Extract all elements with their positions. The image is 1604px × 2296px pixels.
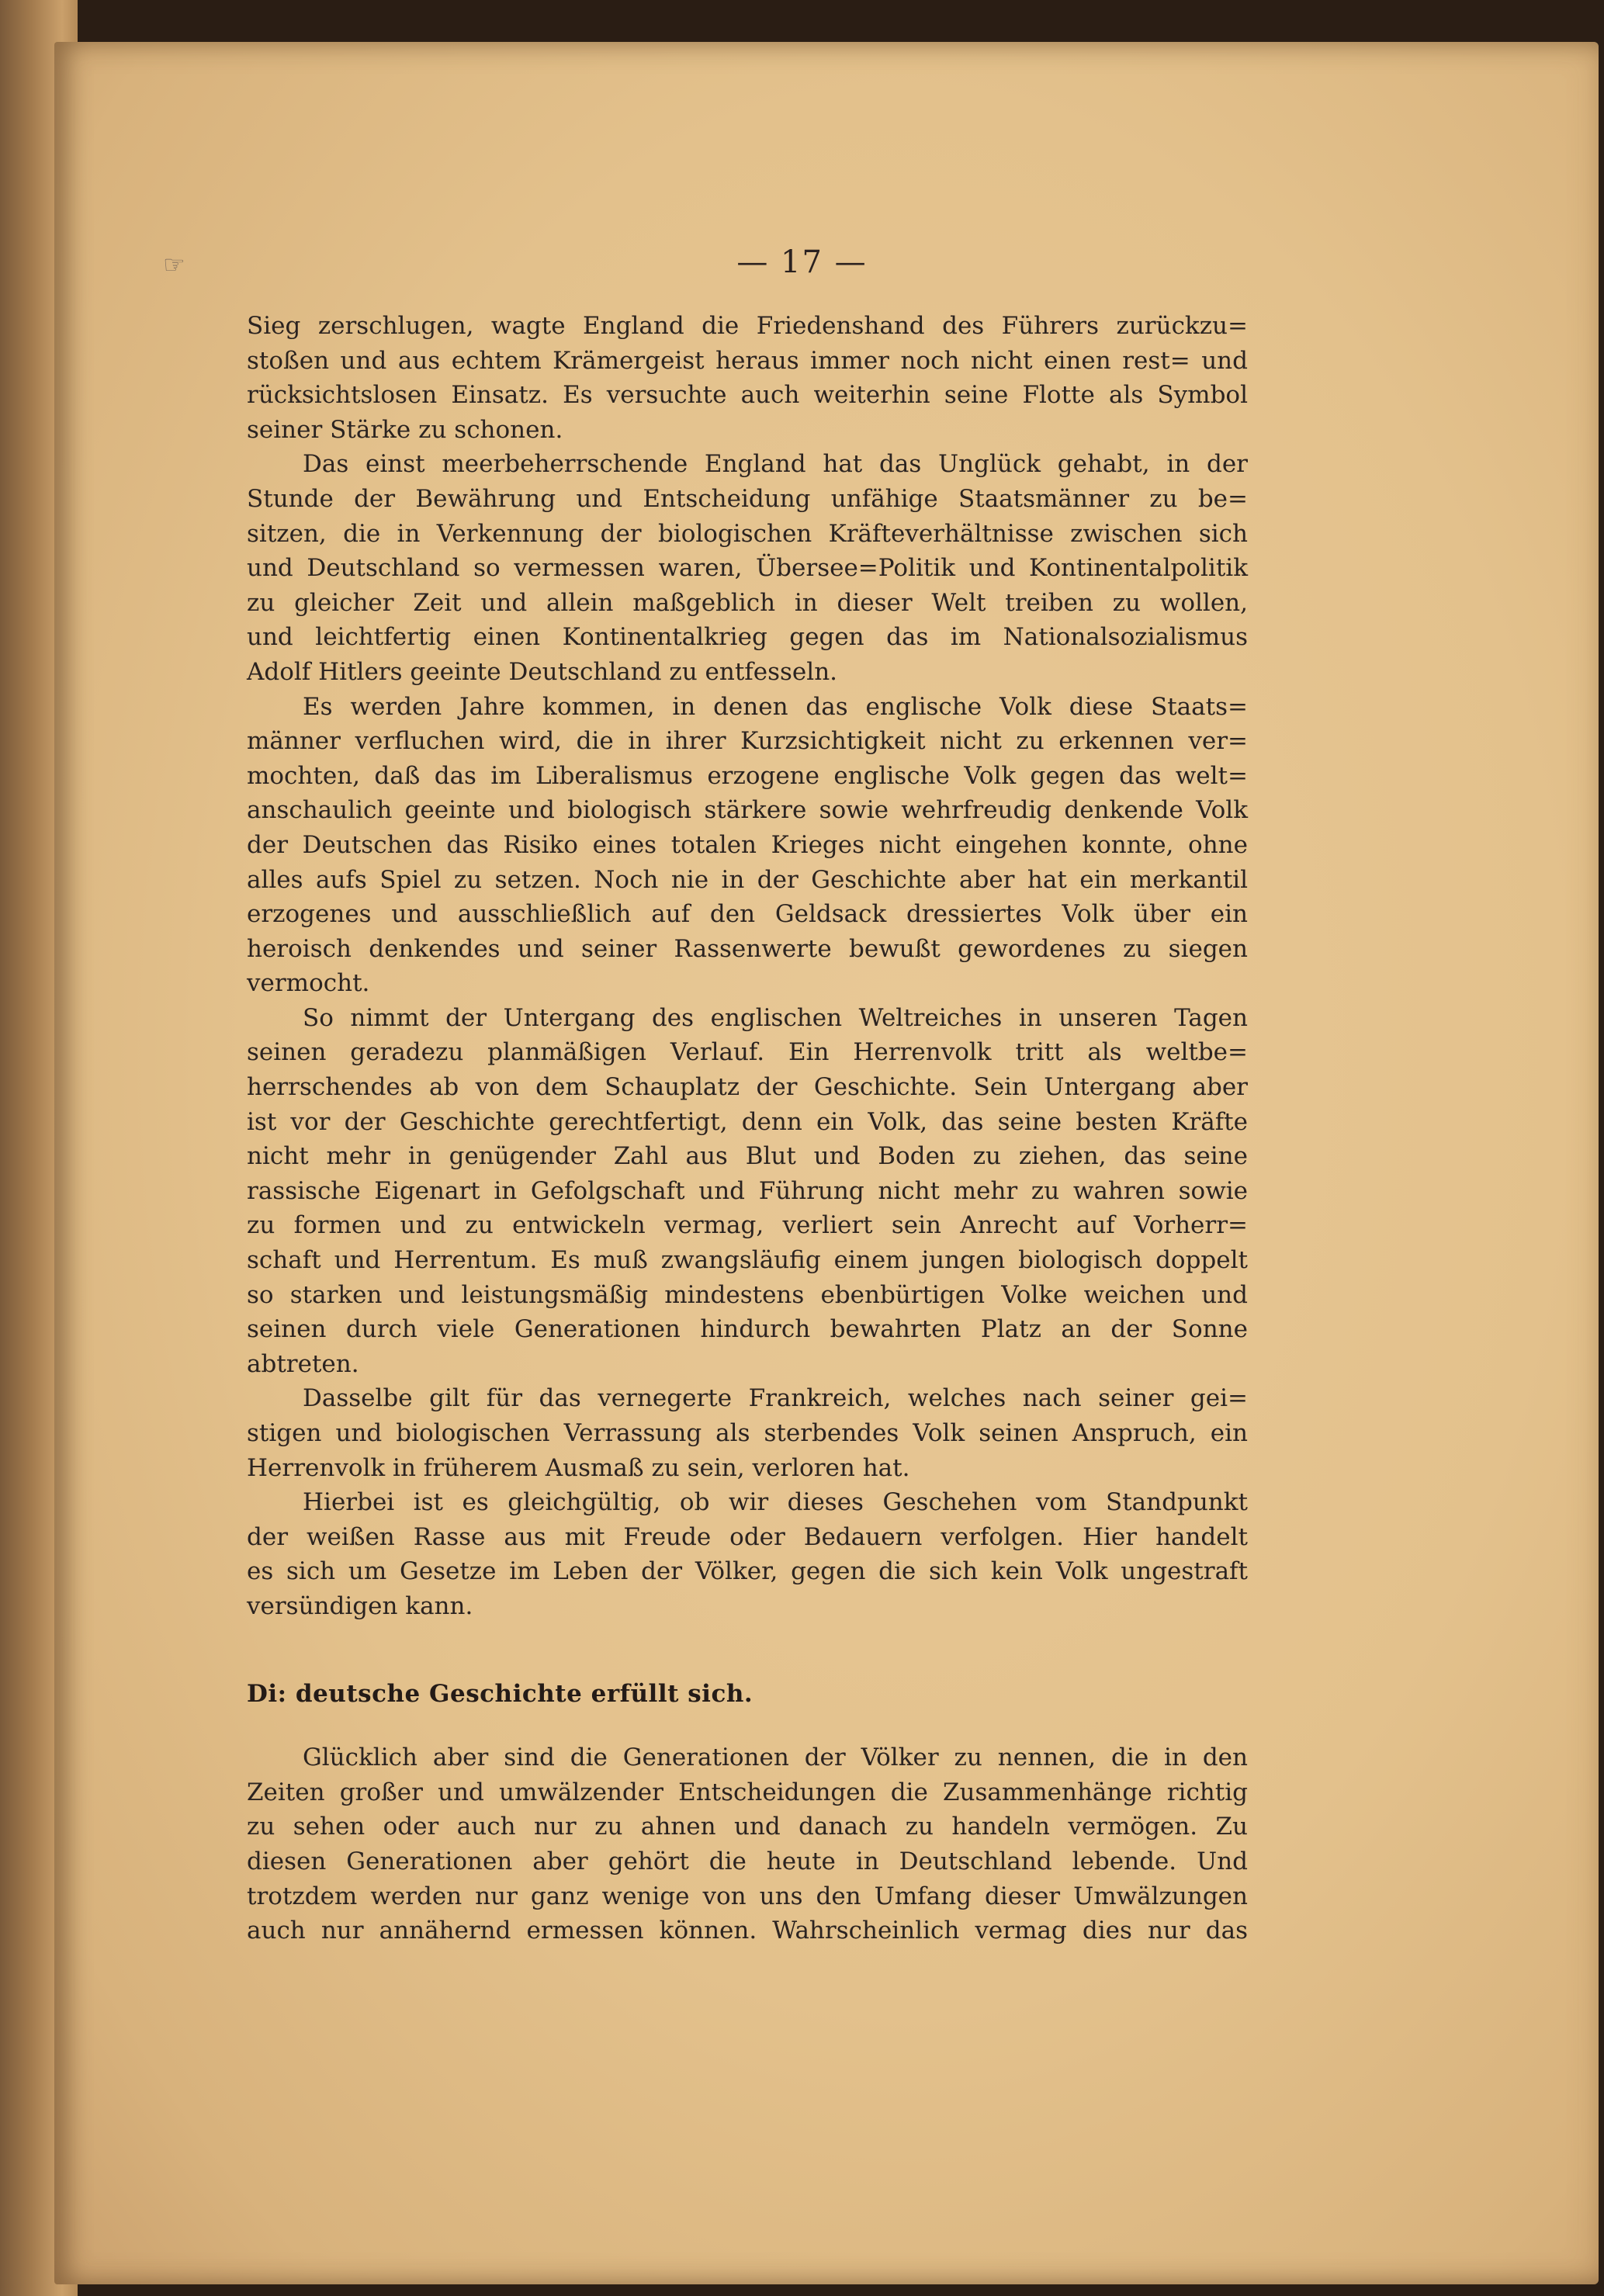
section-gap [247, 1624, 1248, 1647]
text-line: nicht mehr in genügender Zahl aus Blut und Boden zu ziehen, das seine [247, 1142, 1248, 1171]
section-heading: Di: deutsche Geschichte erfüllt sich. [247, 1679, 753, 1708]
text-line: der Deutschen das Risiko eines totalen Krieges nicht eingehen konnte, ohne [247, 830, 1248, 859]
text-line: Hierbei ist es gleichgültig, ob wir dieses Geschehen vom Standpunkt [303, 1488, 1248, 1517]
text-line: Herrenvolk in früherem Ausmaß zu sein, verloren hat. [247, 1453, 910, 1482]
text-line: männer verfluchen wird, die in ihrer Kurzsichtigkeit nicht zu erkennen ver= [247, 727, 1248, 756]
text-line: erzogenes und ausschließlich auf den Geldsack dressiertes Volk über ein [247, 900, 1248, 929]
text-line: ist vor der Geschichte gerechtfertigt, denn ein Volk, das seine besten Kräfte [247, 1107, 1248, 1136]
text-line: stoßen und aus echtem Krämergeist heraus immer noch nicht einen rest= und [247, 346, 1248, 375]
text-line: Glücklich aber sind die Generationen der Völker zu nennen, die in den [303, 1744, 1248, 1772]
text-line: seinen durch viele Generationen hindurch bewahrten Platz an der Sonne [247, 1315, 1248, 1344]
text-line: Sieg zerschlugen, wagte England die Friedenshand des Führers zurückzu= [247, 312, 1248, 340]
text-line: abtreten. [247, 1349, 359, 1378]
paragraph [247, 690, 1248, 1001]
text-line: auch nur annähernd ermessen können. Wahrscheinlich vermag dies nur das [247, 1917, 1248, 1945]
page-number: — 17 — [736, 244, 868, 280]
text-line: mochten, daß das im Liberalismus erzogene englische Volk gegen das welt= [247, 761, 1248, 790]
text-line: und Deutschland so vermessen waren, Übersee=Politik und Kontinentalpolitik [247, 554, 1248, 583]
text-line: versündigen kann. [247, 1591, 473, 1620]
text-line: Stunde der Bewährung und Entscheidung unfähige Staatsmänner zu be= [247, 484, 1248, 513]
text-line: so starken und leistungsmäßig mindestens ebenbürtigen Volke weichen und [247, 1280, 1248, 1309]
paragraph [247, 1485, 1248, 1623]
text-line: schaft und Herrentum. Es muß zwangsläufig einem jungen biologisch doppelt [247, 1246, 1248, 1275]
text-line: es sich um Gesetze im Leben der Völker, gegen die sich kein Volk ungestraft [247, 1557, 1248, 1586]
text-line: zu formen und zu entwickeln vermag, verliert sein Anrecht auf Vorherr= [247, 1211, 1248, 1240]
text-line: und leichtfertig einen Kontinentalkrieg gegen das im Nationalsozialismus [247, 623, 1248, 652]
text-line: Adolf Hitlers geeinte Deutschland zu entfesseln. [247, 657, 838, 686]
text-line: stigen und biologischen Verrassung als sterbendes Volk seinen Anspruch, ein [247, 1419, 1248, 1447]
text-line: So nimmt der Untergang des englischen Weltreiches in unseren Tagen [303, 1003, 1248, 1032]
paragraph [247, 1381, 1248, 1485]
text-line: seiner Stärke zu schonen. [247, 415, 563, 444]
text-line: Dasselbe gilt für das vernegerte Frankreich, welches nach seiner gei= [303, 1384, 1248, 1413]
paragraph [247, 447, 1248, 689]
page-body-text [247, 309, 1248, 1948]
section-paragraph [247, 1740, 1248, 1948]
paragraph [247, 1001, 1248, 1382]
text-line: herrschendes ab von dem Schauplatz der Geschichte. Sein Untergang aber [247, 1073, 1248, 1102]
text-line: alles aufs Spiel zu setzen. Noch nie in der Geschichte aber hat ein merkantil [247, 865, 1248, 894]
text-line: trotzdem werden nur ganz wenige von uns den Umfang dieser Umwälzungen [247, 1882, 1248, 1910]
text-line: rassische Eigenart in Gefolgschaft und Führung nicht mehr zu wahren sowie [247, 1176, 1248, 1205]
text-line: sitzen, die in Verkennung der biologischen Kräfteverhältnisse zwischen sich [247, 519, 1248, 548]
text-line: vermocht. [247, 969, 370, 998]
paragraph [247, 309, 1248, 447]
text-line: Es werden Jahre kommen, in denen das englische Volk diese Staats= [303, 692, 1248, 721]
text-line: Zeiten großer und umwälzender Entscheidungen die Zusammenhänge richtig [247, 1778, 1248, 1806]
text-line: diesen Generationen aber gehört die heute in Deutschland lebende. Und [247, 1847, 1248, 1875]
text-line: Das einst meerbeherrschende England hat das Unglück gehabt, in der [303, 450, 1248, 479]
text-line: seinen geradezu planmäßigen Verlauf. Ein Herrenvolk tritt als weltbe= [247, 1038, 1248, 1067]
text-line: rücksichtslosen Einsatz. Es versuchte auch weiterhin seine Flotte als Symbol [247, 381, 1248, 410]
text-line: der weißen Rasse aus mit Freude oder Bedauern verfolgen. Hier handelt [247, 1522, 1248, 1551]
text-line: zu gleicher Zeit und allein maßgeblich in dieser Welt treiben zu wollen, [247, 588, 1248, 617]
text-line: heroisch denkendes und seiner Rassenwerte bewußt gewordenes zu siegen [247, 934, 1248, 963]
text-line: zu sehen oder auch nur zu ahnen und danach zu handeln vermögen. Zu [247, 1813, 1248, 1841]
margin-mark: ☞ [163, 250, 185, 279]
text-line: anschaulich geeinte und biologisch stärkere sowie wehrfreudig denkende Volk [247, 796, 1248, 825]
